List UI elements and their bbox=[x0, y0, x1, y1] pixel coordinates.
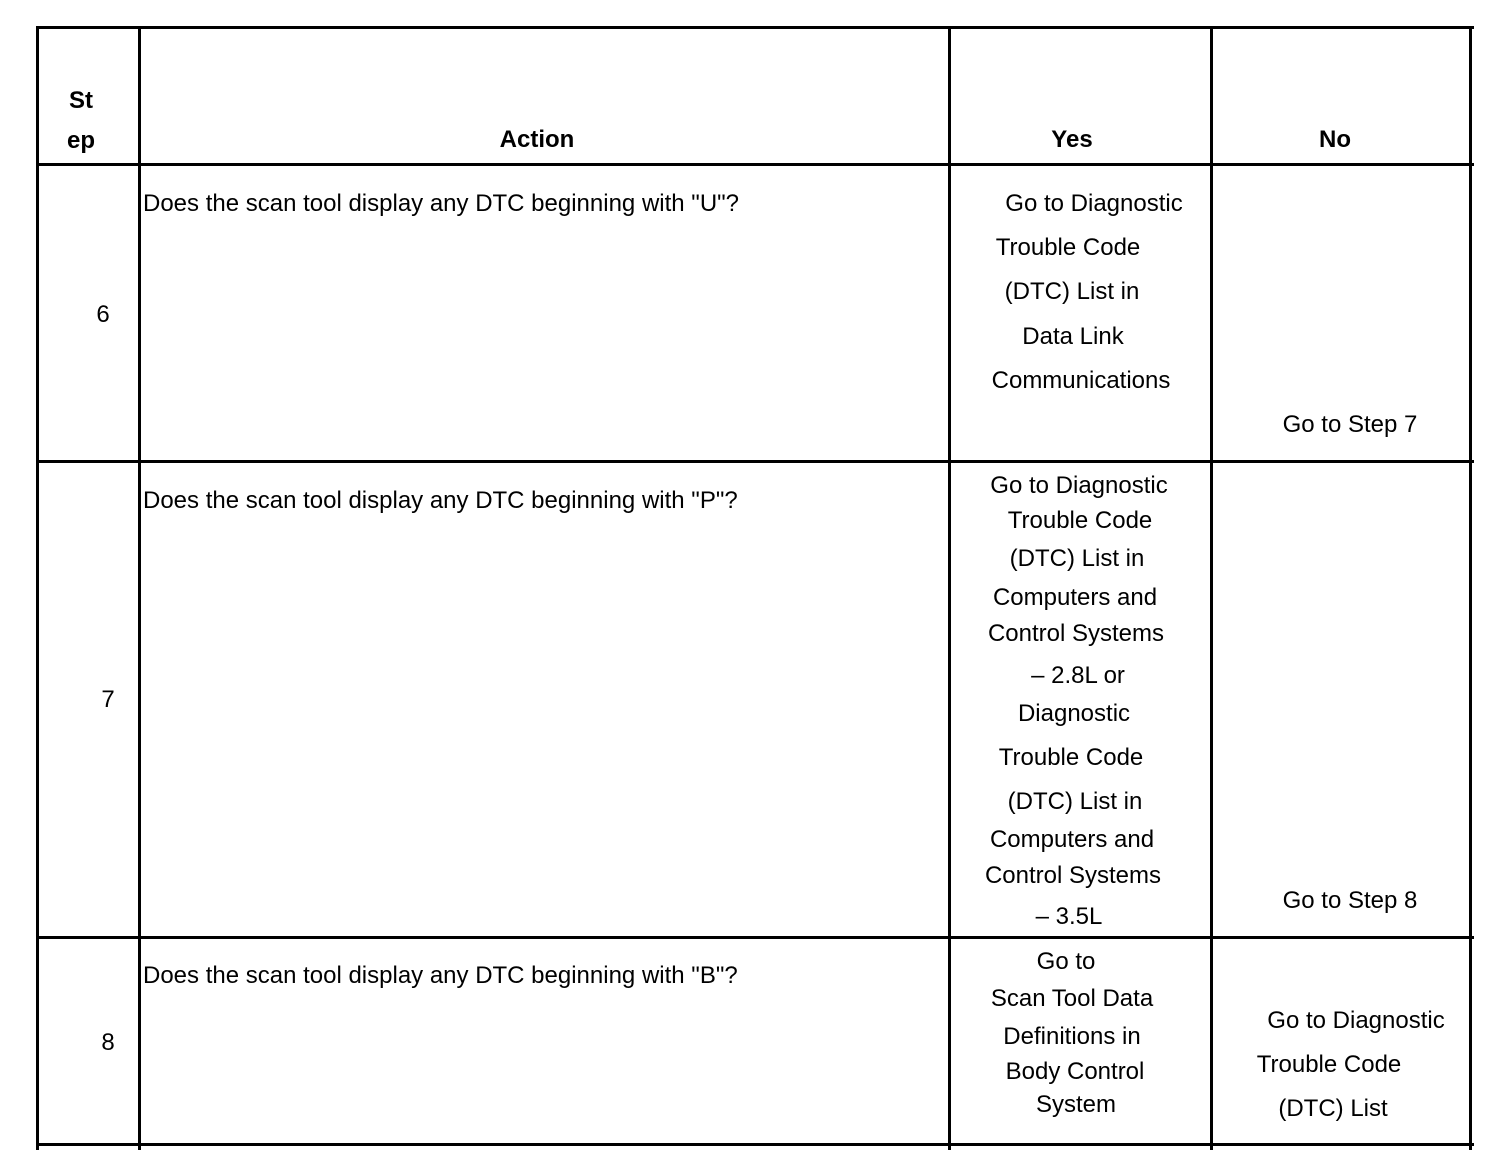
header-step: ep bbox=[66, 127, 96, 154]
yes-text: (DTC) List in bbox=[1004, 278, 1140, 305]
no-text: Go to Step 8 bbox=[1282, 887, 1418, 914]
no-text: (DTC) List bbox=[1278, 1095, 1388, 1122]
column-divider bbox=[1210, 26, 1213, 1150]
yes-text: Definitions in bbox=[1003, 1023, 1141, 1050]
no-text: Trouble Code bbox=[1256, 1051, 1402, 1078]
table-border-left bbox=[36, 26, 39, 1150]
header-divider bbox=[36, 163, 1474, 166]
header-step: St bbox=[69, 87, 93, 114]
yes-text: Trouble Code bbox=[1007, 507, 1153, 534]
step-number: 7 bbox=[101, 686, 115, 713]
step-number: 6 bbox=[96, 301, 110, 328]
yes-text: Control Systems bbox=[987, 620, 1165, 647]
table-border-top bbox=[36, 26, 1474, 29]
yes-text: (DTC) List in bbox=[1007, 788, 1143, 815]
yes-text: Trouble Code bbox=[998, 744, 1144, 771]
header-yes: Yes bbox=[1051, 126, 1093, 153]
column-divider bbox=[948, 26, 951, 1150]
yes-text: (DTC) List in bbox=[1009, 545, 1145, 572]
step-number: 8 bbox=[101, 1029, 115, 1056]
yes-text: Data Link bbox=[1022, 323, 1124, 350]
table-border-bottom bbox=[36, 1143, 1474, 1146]
yes-text: Control Systems bbox=[984, 862, 1162, 889]
yes-text: Computers and bbox=[989, 826, 1155, 853]
yes-text: Go to Diagnostic bbox=[1005, 190, 1183, 217]
row-divider bbox=[36, 936, 1474, 939]
action-text: Does the scan tool display any DTC beginning with "P"? bbox=[143, 487, 738, 514]
yes-text: Trouble Code bbox=[995, 234, 1141, 261]
column-divider bbox=[138, 26, 141, 1150]
action-text: Does the scan tool display any DTC beginning with "U"? bbox=[143, 190, 740, 217]
row-divider bbox=[36, 460, 1474, 463]
yes-text: Body Control bbox=[1005, 1058, 1145, 1085]
yes-text: – 2.8L or bbox=[1031, 662, 1125, 689]
yes-text: System bbox=[1035, 1091, 1117, 1118]
no-text: Go to Step 7 bbox=[1282, 411, 1418, 438]
no-text: Go to Diagnostic bbox=[1267, 1007, 1445, 1034]
yes-text: – 3.5L bbox=[1035, 903, 1103, 930]
yes-text: Go to bbox=[1036, 948, 1096, 975]
yes-text: Computers and bbox=[992, 584, 1158, 611]
yes-text: Diagnostic bbox=[1017, 700, 1131, 727]
yes-text: Go to Diagnostic bbox=[990, 472, 1168, 499]
yes-text: Communications bbox=[991, 367, 1171, 394]
header-action: Action bbox=[499, 126, 575, 153]
yes-text: Scan Tool Data bbox=[990, 985, 1154, 1012]
action-text: Does the scan tool display any DTC beginning with "B"? bbox=[143, 962, 738, 989]
table-border-right bbox=[1469, 26, 1472, 1150]
header-no: No bbox=[1319, 126, 1351, 153]
